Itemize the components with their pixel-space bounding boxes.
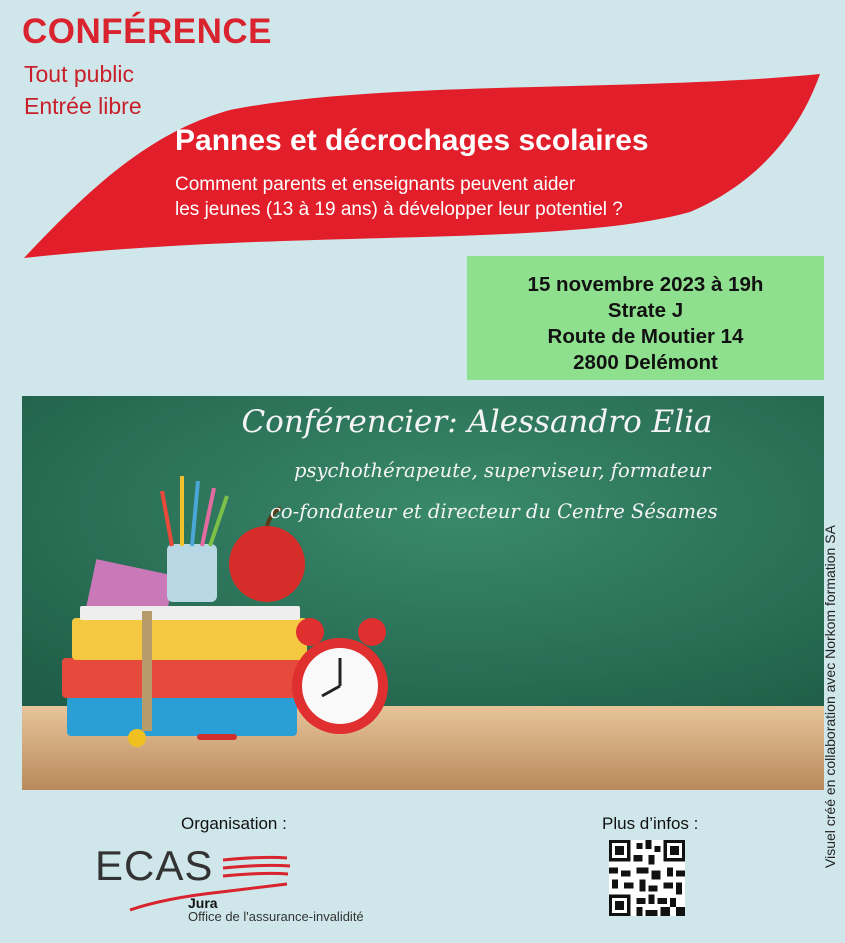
chalkboard-photo [22, 396, 824, 790]
event-main-title: Pannes et décrochages scolaires [175, 124, 649, 157]
event-date: 15 novembre 2023 à 19h [527, 273, 764, 296]
audience-label: Tout public [24, 61, 134, 87]
speaker-role-1: psychothérapeute, superviseur, formateur [294, 459, 711, 482]
ecas-logo-sub: Jura [188, 895, 218, 911]
subtitle-line-2: les jeunes (13 à 19 ans) à développer leur potentiel ? [175, 199, 623, 220]
ecas-logo-text: ECAS [95, 842, 214, 889]
more-info-label: Plus d’infos : [602, 814, 699, 833]
subtitle-line-1: Comment parents et enseignants peuvent aider [175, 174, 576, 195]
conference-title: CONFÉRENCE [22, 12, 273, 51]
speaker-role-2: co-fondateur et directeur du Centre Sésames [270, 500, 718, 523]
entry-label: Entrée libre [24, 93, 142, 119]
event-info-box [467, 256, 824, 380]
event-street: Route de Moutier 14 [547, 325, 744, 348]
event-venue: Strate J [607, 299, 684, 322]
ecas-logo-office: Office de l'assurance-invalidité [188, 909, 364, 924]
qr-code-icon[interactable] [609, 840, 685, 916]
organisation-label: Organisation : [181, 814, 287, 833]
event-city: 2800 Delémont [573, 351, 718, 374]
event-subtitle [175, 172, 623, 222]
red-banner-shape [0, 70, 845, 270]
side-credit: Visuel créé en collaboration avec Norkom formation SA [822, 525, 838, 868]
speaker-name: Conférencier: Alessandro Elia [241, 404, 713, 440]
chalkboard-illustration [22, 396, 824, 790]
